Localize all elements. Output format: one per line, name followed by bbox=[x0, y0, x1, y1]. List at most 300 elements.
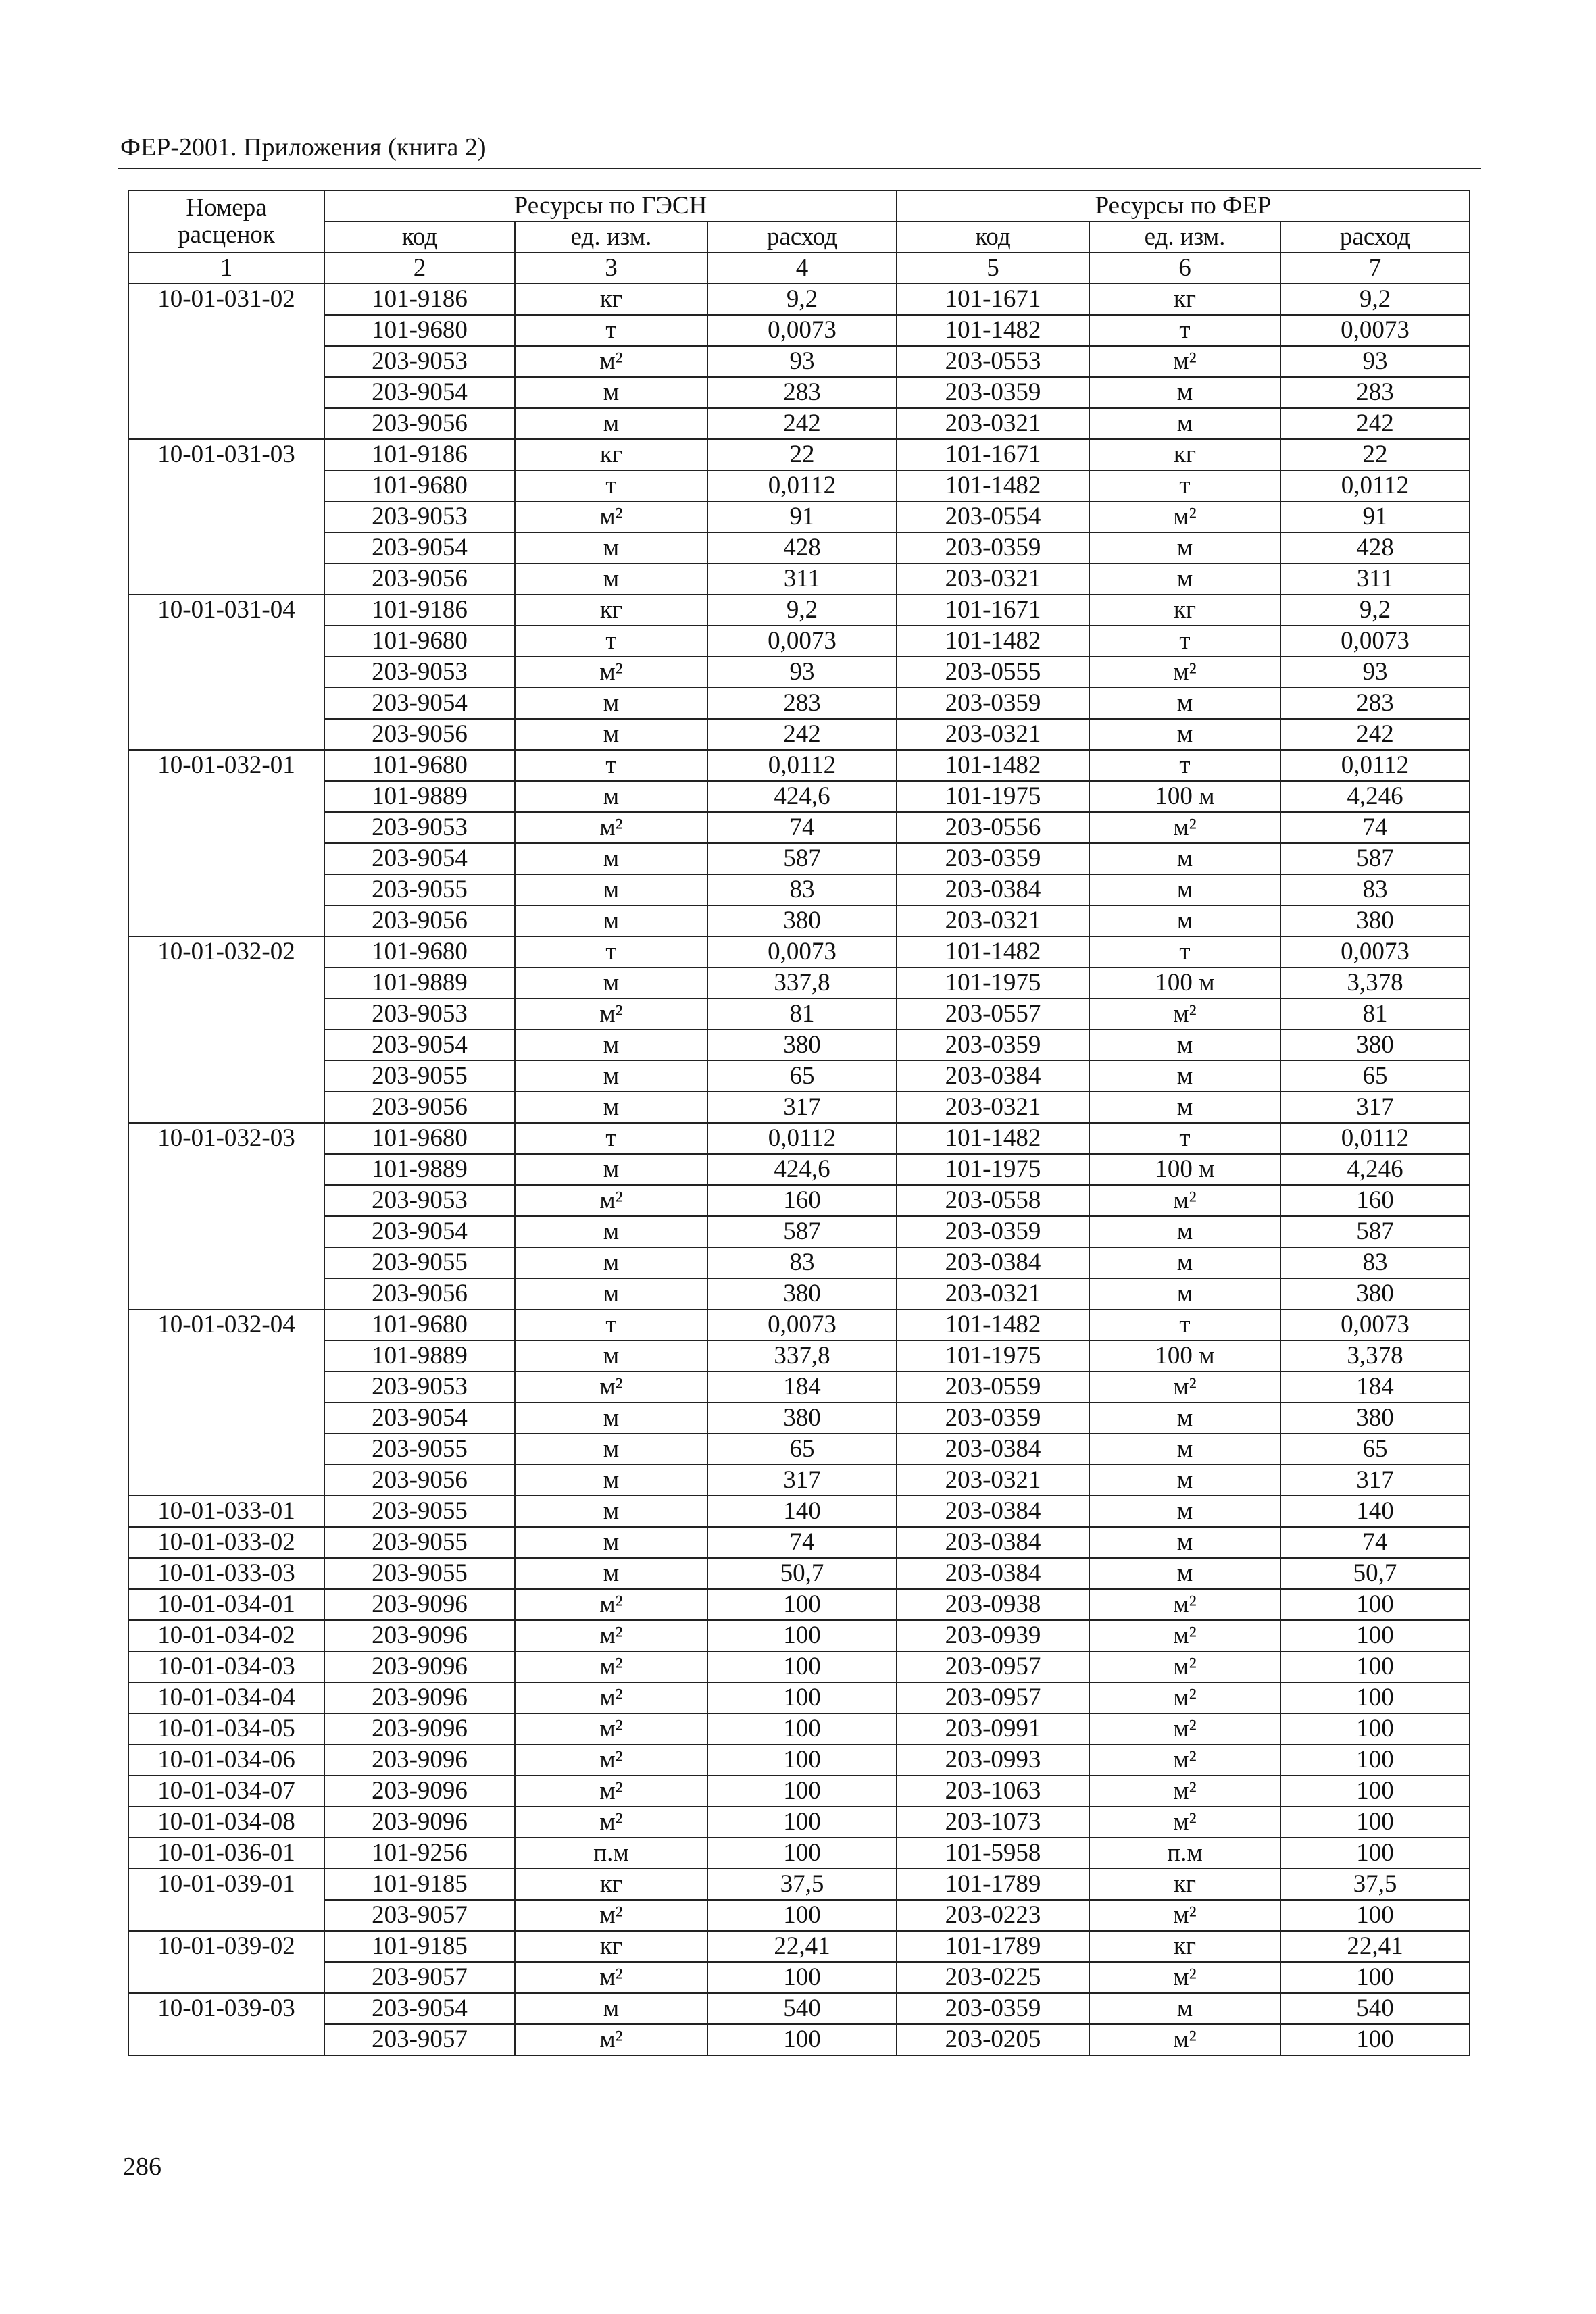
fer-code-cell: 101-1975 bbox=[897, 967, 1089, 999]
gesn-code-cell: 203-9055 bbox=[324, 1527, 515, 1558]
gesn-amount-cell: 50,7 bbox=[707, 1558, 897, 1589]
gesn-amount-cell: 283 bbox=[707, 377, 897, 408]
fer-unit-cell: т bbox=[1089, 750, 1280, 781]
gesn-amount-cell: 587 bbox=[707, 1216, 897, 1247]
gesn-amount-cell: 100 bbox=[707, 1713, 897, 1744]
gesn-amount-cell: 380 bbox=[707, 905, 897, 936]
fer-code-cell: 203-0384 bbox=[897, 1496, 1089, 1527]
gesn-amount-cell: 0,0112 bbox=[707, 750, 897, 781]
gesn-unit-cell: м bbox=[515, 1527, 707, 1558]
gesn-amount-cell: 380 bbox=[707, 1030, 897, 1061]
fer-amount-cell: 0,0073 bbox=[1280, 315, 1470, 346]
gesn-code-cell: 203-9096 bbox=[324, 1651, 515, 1682]
fer-code-cell: 101-5958 bbox=[897, 1838, 1089, 1869]
gesn-code-cell: 101-9680 bbox=[324, 626, 515, 657]
fer-unit-cell: кг bbox=[1089, 1869, 1280, 1900]
fer-amount-cell: 0,0073 bbox=[1280, 1309, 1470, 1340]
gesn-amount-cell: 587 bbox=[707, 843, 897, 874]
gesn-unit-cell: м² bbox=[515, 1185, 707, 1216]
gesn-code-cell: 203-9056 bbox=[324, 905, 515, 936]
table-row bbox=[128, 1403, 1470, 1434]
rate-number-cell: 10-01-039-03 bbox=[128, 1993, 324, 2055]
page-header-title: ФЕР-2001. Приложения (книга 2) bbox=[120, 133, 487, 161]
rate-number-cell: 10-01-033-01 bbox=[128, 1496, 324, 1527]
gesn-amount-cell: 22 bbox=[707, 439, 897, 470]
table-row bbox=[128, 1123, 1470, 1154]
table-row bbox=[128, 1061, 1470, 1092]
fer-code-cell: 203-0321 bbox=[897, 719, 1089, 750]
gesn-code-cell: 101-9889 bbox=[324, 967, 515, 999]
fer-amount-cell: 587 bbox=[1280, 1216, 1470, 1247]
gesn-amount-cell: 380 bbox=[707, 1403, 897, 1434]
fer-unit-cell: м bbox=[1089, 1465, 1280, 1496]
gesn-amount-cell: 100 bbox=[707, 1744, 897, 1776]
table-row bbox=[128, 1247, 1470, 1278]
fer-unit-cell: м bbox=[1089, 843, 1280, 874]
gesn-unit-cell: м bbox=[515, 905, 707, 936]
fer-amount-header: расход bbox=[1280, 222, 1470, 253]
fer-amount-cell: 100 bbox=[1280, 1682, 1470, 1713]
fer-code-cell: 203-0991 bbox=[897, 1713, 1089, 1744]
fer-code-cell: 203-0384 bbox=[897, 1558, 1089, 1589]
gesn-amount-cell: 74 bbox=[707, 812, 897, 843]
gesn-unit-cell: м² bbox=[515, 346, 707, 377]
fer-amount-cell: 100 bbox=[1280, 2024, 1470, 2055]
fer-code-cell: 203-0553 bbox=[897, 346, 1089, 377]
table-row bbox=[128, 315, 1470, 346]
gesn-code-cell: 203-9096 bbox=[324, 1807, 515, 1838]
gesn-code-cell: 203-9057 bbox=[324, 2024, 515, 2055]
fer-unit-cell: м bbox=[1089, 1496, 1280, 1527]
fer-code-cell: 101-1482 bbox=[897, 1123, 1089, 1154]
gesn-amount-cell: 540 bbox=[707, 1993, 897, 2024]
table-row bbox=[128, 1154, 1470, 1185]
fer-code-cell: 203-0384 bbox=[897, 874, 1089, 905]
fer-code-cell: 101-1482 bbox=[897, 626, 1089, 657]
gesn-amount-cell: 337,8 bbox=[707, 1340, 897, 1372]
gesn-code-cell: 203-9057 bbox=[324, 1900, 515, 1931]
gesn-amount-cell: 184 bbox=[707, 1372, 897, 1403]
fer-amount-cell: 100 bbox=[1280, 1713, 1470, 1744]
table-row bbox=[128, 346, 1470, 377]
fer-unit-cell: т bbox=[1089, 470, 1280, 501]
gesn-amount-cell: 65 bbox=[707, 1434, 897, 1465]
gesn-amount-cell: 74 bbox=[707, 1527, 897, 1558]
gesn-amount-cell: 380 bbox=[707, 1278, 897, 1309]
page-number: 286 bbox=[123, 2153, 161, 2181]
fer-code-cell: 203-0359 bbox=[897, 1216, 1089, 1247]
rate-number-cell: 10-01-034-06 bbox=[128, 1744, 324, 1776]
fer-code-cell: 203-0359 bbox=[897, 843, 1089, 874]
gesn-unit-cell: т bbox=[515, 1123, 707, 1154]
gesn-unit-cell: кг bbox=[515, 595, 707, 626]
gesn-code-cell: 203-9056 bbox=[324, 1092, 515, 1123]
gesn-unit-cell: кг bbox=[515, 1931, 707, 1962]
gesn-amount-cell: 83 bbox=[707, 1247, 897, 1278]
fer-amount-cell: 100 bbox=[1280, 1807, 1470, 1838]
gesn-code-cell: 203-9056 bbox=[324, 1278, 515, 1309]
gesn-unit-cell: м² bbox=[515, 1744, 707, 1776]
fer-amount-cell: 4,246 bbox=[1280, 781, 1470, 812]
gesn-code-cell: 203-9054 bbox=[324, 532, 515, 563]
fer-code-cell: 203-0321 bbox=[897, 408, 1089, 439]
fer-code-cell: 203-0359 bbox=[897, 532, 1089, 563]
gesn-unit-cell: м² bbox=[515, 1900, 707, 1931]
fer-unit-cell: м bbox=[1089, 1030, 1280, 1061]
table-row bbox=[128, 1496, 1470, 1527]
gesn-unit-cell: м bbox=[515, 1434, 707, 1465]
gesn-code-cell: 203-9055 bbox=[324, 1061, 515, 1092]
gesn-amount-cell: 100 bbox=[707, 1682, 897, 1713]
table-row bbox=[128, 967, 1470, 999]
table-row bbox=[128, 1776, 1470, 1807]
fer-code-cell: 203-0384 bbox=[897, 1061, 1089, 1092]
fer-code-cell: 203-0957 bbox=[897, 1682, 1089, 1713]
gesn-unit-cell: м bbox=[515, 1496, 707, 1527]
fer-code-cell: 101-1671 bbox=[897, 439, 1089, 470]
fer-unit-cell: м² bbox=[1089, 812, 1280, 843]
fer-amount-cell: 587 bbox=[1280, 843, 1470, 874]
fer-unit-cell: кг bbox=[1089, 1931, 1280, 1962]
fer-unit-cell: м² bbox=[1089, 657, 1280, 688]
column-index: 2 bbox=[324, 253, 515, 284]
gesn-code-cell: 101-9186 bbox=[324, 595, 515, 626]
fer-unit-cell: т bbox=[1089, 1309, 1280, 1340]
fer-code-cell: 203-0557 bbox=[897, 999, 1089, 1030]
gesn-code-cell: 203-9096 bbox=[324, 1589, 515, 1620]
gesn-unit-cell: м² bbox=[515, 812, 707, 843]
gesn-unit-cell: т bbox=[515, 936, 707, 967]
fer-code-cell: 203-0321 bbox=[897, 1092, 1089, 1123]
gesn-code-cell: 203-9054 bbox=[324, 688, 515, 719]
gesn-amount-cell: 242 bbox=[707, 408, 897, 439]
gesn-unit-cell: м bbox=[515, 1278, 707, 1309]
column-header-numbers-line1: Номера bbox=[186, 194, 267, 222]
gesn-code-cell: 203-9056 bbox=[324, 563, 515, 595]
gesn-unit-cell: м bbox=[515, 1993, 707, 2024]
gesn-code-cell: 101-9680 bbox=[324, 1309, 515, 1340]
fer-unit-cell: м² bbox=[1089, 346, 1280, 377]
fer-code-cell: 203-0359 bbox=[897, 1993, 1089, 2024]
gesn-amount-cell: 283 bbox=[707, 688, 897, 719]
fer-unit-cell: 100 м bbox=[1089, 781, 1280, 812]
column-index: 3 bbox=[515, 253, 707, 284]
gesn-amount-cell: 428 bbox=[707, 532, 897, 563]
header-row-1 bbox=[128, 191, 1470, 222]
table-row bbox=[128, 1962, 1470, 1993]
fer-unit-cell: кг bbox=[1089, 284, 1280, 315]
table-row bbox=[128, 999, 1470, 1030]
gesn-amount-cell: 100 bbox=[707, 1776, 897, 1807]
gesn-unit-cell: м² bbox=[515, 1962, 707, 1993]
table-row bbox=[128, 284, 1470, 315]
gesn-code-cell: 203-9053 bbox=[324, 1372, 515, 1403]
gesn-unit-cell: м bbox=[515, 1340, 707, 1372]
gesn-unit-cell: т bbox=[515, 1309, 707, 1340]
gesn-code-cell: 101-9185 bbox=[324, 1931, 515, 1962]
fer-amount-cell: 65 bbox=[1280, 1434, 1470, 1465]
rate-number-cell: 10-01-034-03 bbox=[128, 1651, 324, 1682]
fer-amount-cell: 9,2 bbox=[1280, 284, 1470, 315]
fer-unit-cell: м² bbox=[1089, 1620, 1280, 1651]
fer-amount-cell: 83 bbox=[1280, 1247, 1470, 1278]
table-row bbox=[128, 626, 1470, 657]
fer-unit-cell: 100 м bbox=[1089, 1340, 1280, 1372]
gesn-code-cell: 101-9680 bbox=[324, 750, 515, 781]
table-row bbox=[128, 1869, 1470, 1900]
fer-amount-cell: 540 bbox=[1280, 1993, 1470, 2024]
gesn-code-cell: 203-9053 bbox=[324, 657, 515, 688]
table-row bbox=[128, 1465, 1470, 1496]
fer-amount-cell: 380 bbox=[1280, 905, 1470, 936]
gesn-unit-cell: м² bbox=[515, 1776, 707, 1807]
gesn-amount-cell: 0,0073 bbox=[707, 626, 897, 657]
table-row bbox=[128, 657, 1470, 688]
gesn-code-cell: 101-9889 bbox=[324, 781, 515, 812]
gesn-unit-cell: кг bbox=[515, 1869, 707, 1900]
fer-code-cell: 101-1975 bbox=[897, 1340, 1089, 1372]
table-row bbox=[128, 874, 1470, 905]
fer-amount-cell: 0,0112 bbox=[1280, 470, 1470, 501]
fer-amount-cell: 3,378 bbox=[1280, 1340, 1470, 1372]
fer-amount-cell: 283 bbox=[1280, 688, 1470, 719]
gesn-code-cell: 203-9096 bbox=[324, 1682, 515, 1713]
rate-number-cell: 10-01-031-03 bbox=[128, 439, 324, 595]
fer-amount-cell: 0,0112 bbox=[1280, 750, 1470, 781]
fer-code-cell: 101-1975 bbox=[897, 781, 1089, 812]
table-row bbox=[128, 905, 1470, 936]
gesn-unit-cell: м bbox=[515, 688, 707, 719]
fer-amount-cell: 100 bbox=[1280, 1900, 1470, 1931]
gesn-code-cell: 203-9053 bbox=[324, 346, 515, 377]
fer-amount-cell: 50,7 bbox=[1280, 1558, 1470, 1589]
gesn-code-cell: 101-9256 bbox=[324, 1838, 515, 1869]
fer-code-cell: 203-0384 bbox=[897, 1434, 1089, 1465]
fer-amount-cell: 9,2 bbox=[1280, 595, 1470, 626]
fer-unit-cell: м bbox=[1089, 1216, 1280, 1247]
gesn-unit-cell: т bbox=[515, 315, 707, 346]
gesn-amount-cell: 0,0112 bbox=[707, 1123, 897, 1154]
table-row bbox=[128, 1620, 1470, 1651]
fer-unit-cell: 100 м bbox=[1089, 967, 1280, 999]
gesn-unit-cell: т bbox=[515, 750, 707, 781]
table-row bbox=[128, 781, 1470, 812]
fer-amount-cell: 380 bbox=[1280, 1403, 1470, 1434]
gesn-code-cell: 101-9186 bbox=[324, 284, 515, 315]
table-row bbox=[128, 532, 1470, 563]
rate-number-cell: 10-01-034-02 bbox=[128, 1620, 324, 1651]
gesn-amount-cell: 242 bbox=[707, 719, 897, 750]
table-row bbox=[128, 1589, 1470, 1620]
gesn-amount-cell: 317 bbox=[707, 1092, 897, 1123]
fer-code-cell: 203-0225 bbox=[897, 1962, 1089, 1993]
gesn-unit-cell: кг bbox=[515, 284, 707, 315]
gesn-unit-cell: м² bbox=[515, 1713, 707, 1744]
fer-code-cell: 203-0554 bbox=[897, 501, 1089, 532]
fer-unit-cell: м bbox=[1089, 532, 1280, 563]
fer-unit-cell: м bbox=[1089, 1247, 1280, 1278]
gesn-code-cell: 203-9096 bbox=[324, 1620, 515, 1651]
gesn-unit-cell: м bbox=[515, 1216, 707, 1247]
table-row bbox=[128, 1931, 1470, 1962]
table-row bbox=[128, 1185, 1470, 1216]
gesn-unit-cell: м bbox=[515, 1558, 707, 1589]
gesn-amount-cell: 100 bbox=[707, 1651, 897, 1682]
group-header-fer: Ресурсы по ФЕР bbox=[897, 191, 1470, 222]
gesn-unit-cell: п.м bbox=[515, 1838, 707, 1869]
fer-code-header: код bbox=[897, 222, 1089, 253]
fer-unit-cell: м bbox=[1089, 563, 1280, 595]
gesn-unit-cell: м² bbox=[515, 1682, 707, 1713]
table-row bbox=[128, 377, 1470, 408]
gesn-code-cell: 203-9055 bbox=[324, 1558, 515, 1589]
fer-code-cell: 203-1063 bbox=[897, 1776, 1089, 1807]
gesn-unit-cell: м bbox=[515, 1092, 707, 1123]
fer-unit-cell: м² bbox=[1089, 1900, 1280, 1931]
gesn-code-cell: 203-9096 bbox=[324, 1776, 515, 1807]
fer-amount-cell: 380 bbox=[1280, 1278, 1470, 1309]
fer-code-cell: 101-1482 bbox=[897, 936, 1089, 967]
fer-unit-cell: м² bbox=[1089, 1589, 1280, 1620]
gesn-unit-cell: м bbox=[515, 1247, 707, 1278]
table-row bbox=[128, 1807, 1470, 1838]
fer-code-cell: 101-1789 bbox=[897, 1869, 1089, 1900]
table-row bbox=[128, 501, 1470, 532]
fer-code-cell: 203-0359 bbox=[897, 1403, 1089, 1434]
fer-code-cell: 203-0555 bbox=[897, 657, 1089, 688]
gesn-code-cell: 203-9055 bbox=[324, 1247, 515, 1278]
column-index: 4 bbox=[707, 253, 897, 284]
fer-code-cell: 203-1073 bbox=[897, 1807, 1089, 1838]
gesn-amount-cell: 140 bbox=[707, 1496, 897, 1527]
fer-code-cell: 101-1671 bbox=[897, 595, 1089, 626]
fer-amount-cell: 3,378 bbox=[1280, 967, 1470, 999]
fer-amount-cell: 4,246 bbox=[1280, 1154, 1470, 1185]
fer-amount-cell: 311 bbox=[1280, 563, 1470, 595]
fer-unit-cell: м bbox=[1089, 1527, 1280, 1558]
gesn-amount-cell: 100 bbox=[707, 2024, 897, 2055]
fer-unit-cell: т bbox=[1089, 626, 1280, 657]
gesn-code-cell: 203-9054 bbox=[324, 1993, 515, 2024]
fer-unit-cell: м bbox=[1089, 1061, 1280, 1092]
header-rule bbox=[118, 168, 1481, 169]
gesn-code-cell: 203-9056 bbox=[324, 1465, 515, 1496]
gesn-unit-cell: м bbox=[515, 843, 707, 874]
gesn-code-cell: 203-9054 bbox=[324, 1030, 515, 1061]
table-row bbox=[128, 1278, 1470, 1309]
fer-amount-cell: 380 bbox=[1280, 1030, 1470, 1061]
fer-unit-cell: м bbox=[1089, 1403, 1280, 1434]
table-row bbox=[128, 1900, 1470, 1931]
gesn-amount-cell: 100 bbox=[707, 1900, 897, 1931]
fer-amount-cell: 100 bbox=[1280, 1620, 1470, 1651]
gesn-code-cell: 203-9054 bbox=[324, 843, 515, 874]
gesn-unit-cell: м² bbox=[515, 1372, 707, 1403]
gesn-code-header: код bbox=[324, 222, 515, 253]
fer-unit-cell: м bbox=[1089, 377, 1280, 408]
fer-unit-cell: м² bbox=[1089, 2024, 1280, 2055]
gesn-amount-cell: 0,0073 bbox=[707, 1309, 897, 1340]
fer-amount-cell: 317 bbox=[1280, 1092, 1470, 1123]
rate-number-cell: 10-01-034-08 bbox=[128, 1807, 324, 1838]
gesn-amount-cell: 311 bbox=[707, 563, 897, 595]
gesn-amount-cell: 160 bbox=[707, 1185, 897, 1216]
fer-code-cell: 203-0321 bbox=[897, 905, 1089, 936]
rate-number-cell: 10-01-031-02 bbox=[128, 284, 324, 439]
table-row bbox=[128, 1744, 1470, 1776]
gesn-amount-cell: 100 bbox=[707, 1962, 897, 1993]
gesn-code-cell: 203-9055 bbox=[324, 874, 515, 905]
gesn-unit-cell: м² bbox=[515, 2024, 707, 2055]
fer-code-cell: 203-0559 bbox=[897, 1372, 1089, 1403]
gesn-amount-cell: 22,41 bbox=[707, 1931, 897, 1962]
table-row bbox=[128, 1558, 1470, 1589]
fer-unit-cell: м bbox=[1089, 905, 1280, 936]
fer-code-cell: 203-0205 bbox=[897, 2024, 1089, 2055]
fer-unit-cell: м bbox=[1089, 408, 1280, 439]
fer-unit-cell: м bbox=[1089, 874, 1280, 905]
gesn-code-cell: 203-9053 bbox=[324, 1185, 515, 1216]
fer-unit-cell: м² bbox=[1089, 501, 1280, 532]
gesn-unit-cell: м² bbox=[515, 1807, 707, 1838]
rate-number-cell: 10-01-039-02 bbox=[128, 1931, 324, 1993]
fer-unit-cell: м bbox=[1089, 688, 1280, 719]
fer-unit-header: ед. изм. bbox=[1089, 222, 1280, 253]
fer-unit-cell: м bbox=[1089, 1558, 1280, 1589]
fer-amount-cell: 317 bbox=[1280, 1465, 1470, 1496]
gesn-code-cell: 203-9055 bbox=[324, 1434, 515, 1465]
gesn-code-cell: 203-9053 bbox=[324, 501, 515, 532]
table-row bbox=[128, 470, 1470, 501]
fer-amount-cell: 81 bbox=[1280, 999, 1470, 1030]
fer-unit-cell: м bbox=[1089, 1434, 1280, 1465]
fer-code-cell: 203-0558 bbox=[897, 1185, 1089, 1216]
gesn-code-cell: 203-9053 bbox=[324, 812, 515, 843]
fer-code-cell: 101-1671 bbox=[897, 284, 1089, 315]
column-index-row bbox=[128, 253, 1470, 284]
gesn-code-cell: 203-9053 bbox=[324, 999, 515, 1030]
fer-code-cell: 203-0321 bbox=[897, 1465, 1089, 1496]
table-row bbox=[128, 843, 1470, 874]
gesn-unit-cell: м bbox=[515, 1154, 707, 1185]
fer-amount-cell: 242 bbox=[1280, 719, 1470, 750]
column-index: 5 bbox=[897, 253, 1089, 284]
table-row bbox=[128, 688, 1470, 719]
table-head bbox=[128, 191, 1470, 284]
gesn-code-cell: 101-9680 bbox=[324, 1123, 515, 1154]
gesn-code-cell: 203-9054 bbox=[324, 377, 515, 408]
fer-unit-cell: м² bbox=[1089, 1713, 1280, 1744]
fer-amount-cell: 83 bbox=[1280, 874, 1470, 905]
gesn-amount-cell: 100 bbox=[707, 1807, 897, 1838]
table-row bbox=[128, 750, 1470, 781]
gesn-unit-cell: м bbox=[515, 408, 707, 439]
fer-amount-cell: 93 bbox=[1280, 657, 1470, 688]
gesn-amount-cell: 9,2 bbox=[707, 595, 897, 626]
fer-code-cell: 203-0321 bbox=[897, 563, 1089, 595]
fer-amount-cell: 100 bbox=[1280, 1589, 1470, 1620]
gesn-amount-cell: 100 bbox=[707, 1620, 897, 1651]
group-header-gesn: Ресурсы по ГЭСН bbox=[324, 191, 897, 222]
rate-number-cell: 10-01-034-01 bbox=[128, 1589, 324, 1620]
gesn-unit-cell: м bbox=[515, 1465, 707, 1496]
gesn-unit-cell: кг bbox=[515, 439, 707, 470]
table-row bbox=[128, 1216, 1470, 1247]
rate-number-cell: 10-01-034-07 bbox=[128, 1776, 324, 1807]
fer-amount-cell: 0,0073 bbox=[1280, 936, 1470, 967]
fer-code-cell: 101-1482 bbox=[897, 315, 1089, 346]
gesn-unit-cell: м bbox=[515, 377, 707, 408]
